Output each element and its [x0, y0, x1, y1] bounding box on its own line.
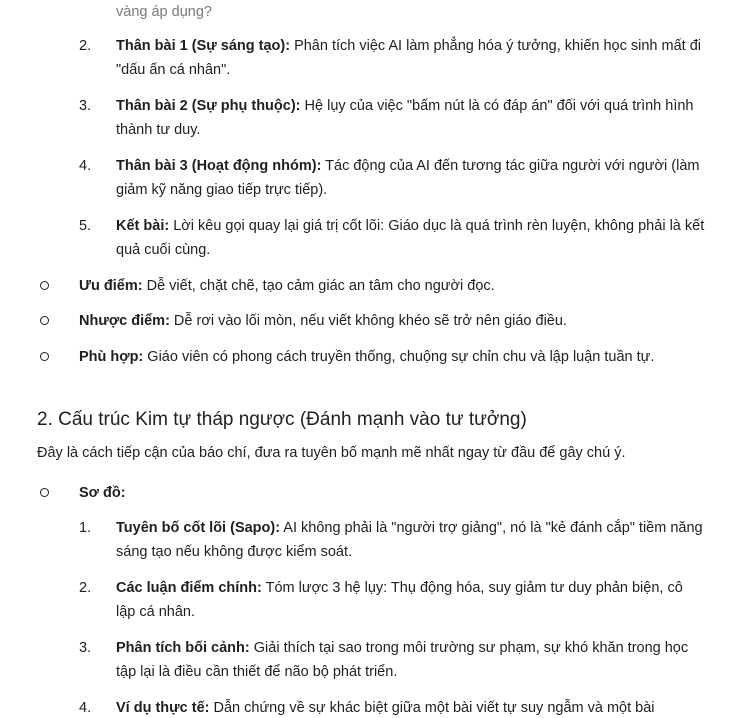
list-text	[116, 696, 706, 718]
bullet-text	[79, 274, 729, 298]
list-label: Phân tích bối cảnh:	[116, 640, 250, 656]
bullet-label: Ưu điểm:	[79, 278, 143, 294]
bullet-label: Nhược điểm:	[79, 313, 170, 329]
list-number: 3.	[79, 98, 92, 114]
bullet-body: Dễ rơi vào lối mòn, nếu viết không khéo sẽ trở nên giáo điều.	[169, 313, 567, 329]
list-label: Thân bài 1 (Sự sáng tạo):	[116, 38, 291, 54]
section-intro: Đây là cách tiếp cận của báo chí, đưa ra tuyên bố mạnh mẽ nhất ngay từ đầu để gây chú ý.	[37, 445, 626, 461]
circle-bullet-icon	[40, 488, 49, 497]
list-body: Phân tích việc AI làm phẳng hóa ý tưởng, khiến học sinh mất đi "dấu ấn cá nhân".	[116, 38, 701, 78]
list-label: Thân bài 3 (Hoạt động nhóm):	[116, 158, 322, 174]
list-body: Dẫn chứng về sự khác biệt giữa một bài viết tự suy ngẫm và một bài	[209, 700, 655, 716]
list-label: Tuyên bố cốt lõi (Sapo):	[116, 520, 281, 536]
section-heading: 2. Cấu trúc Kim tự tháp ngược (Đánh mạnh vào tư tưởng)	[37, 409, 527, 430]
list-number: 2.	[79, 38, 92, 54]
list-text	[116, 576, 706, 624]
list-label: Ví dụ thực tế:	[116, 700, 210, 716]
bullet-text	[79, 309, 729, 333]
list-text	[116, 636, 706, 684]
list-body: Tóm lược 3 hệ lụy: Thụ động hóa, suy giảm tư duy phản biện, cô lập cá nhân.	[116, 580, 683, 620]
list-text	[116, 34, 706, 82]
bullet-body: Dễ viết, chặt chẽ, tạo cảm giác an tâm cho người đọc.	[142, 278, 495, 294]
circle-bullet-icon	[40, 316, 49, 325]
bullet-text	[79, 345, 729, 369]
list-text	[116, 516, 706, 564]
list-text	[116, 94, 706, 142]
list-body: AI không phải là "người trợ giảng", nó là "kẻ đánh cắp" tiềm năng sáng tạo nếu không được kiểm soát.	[116, 520, 703, 560]
list-number: 3.	[79, 640, 92, 656]
bullet-body: Giáo viên có phong cách truyền thống, chuộng sự chỉn chu và lập luận tuần tự.	[143, 349, 655, 365]
list-number: 4.	[79, 158, 92, 174]
list-number: 4.	[79, 700, 92, 716]
list-label: Các luận điểm chính:	[116, 580, 262, 596]
list-text	[116, 154, 706, 202]
cut-off-text: vàng áp dụng?	[116, 4, 212, 20]
circle-bullet-icon	[40, 352, 49, 361]
list-body: Lời kêu gọi quay lại giá trị cốt lõi: Giáo dục là quá trình rèn luyện, không phải là kết quả cuối cùng.	[116, 218, 705, 258]
list-label: Kết bài:	[116, 218, 170, 234]
circle-bullet-icon	[40, 281, 49, 290]
list-number: 2.	[79, 580, 92, 596]
list-label: Thân bài 2 (Sự phụ thuộc):	[116, 98, 301, 114]
list-body: Tác động của AI đến tương tác giữa người với người (làm giảm kỹ năng giao tiếp trực tiếp).	[116, 158, 700, 198]
bullet-label: Phù hợp:	[79, 349, 144, 365]
bullet-label: Sơ đồ:	[79, 485, 126, 501]
list-number: 1.	[79, 520, 92, 536]
list-text	[116, 214, 706, 262]
bullet-text	[79, 481, 729, 505]
list-body: Hệ lụy của việc "bấm nút là có đáp án" đối với quá trình hình thành tư duy.	[116, 98, 694, 138]
list-body: Giải thích tại sao trong môi trường sư phạm, sự khó khăn trong học tập lại là điều cần thiết để não bộ phát triển.	[116, 640, 689, 680]
list-number: 5.	[79, 218, 92, 234]
